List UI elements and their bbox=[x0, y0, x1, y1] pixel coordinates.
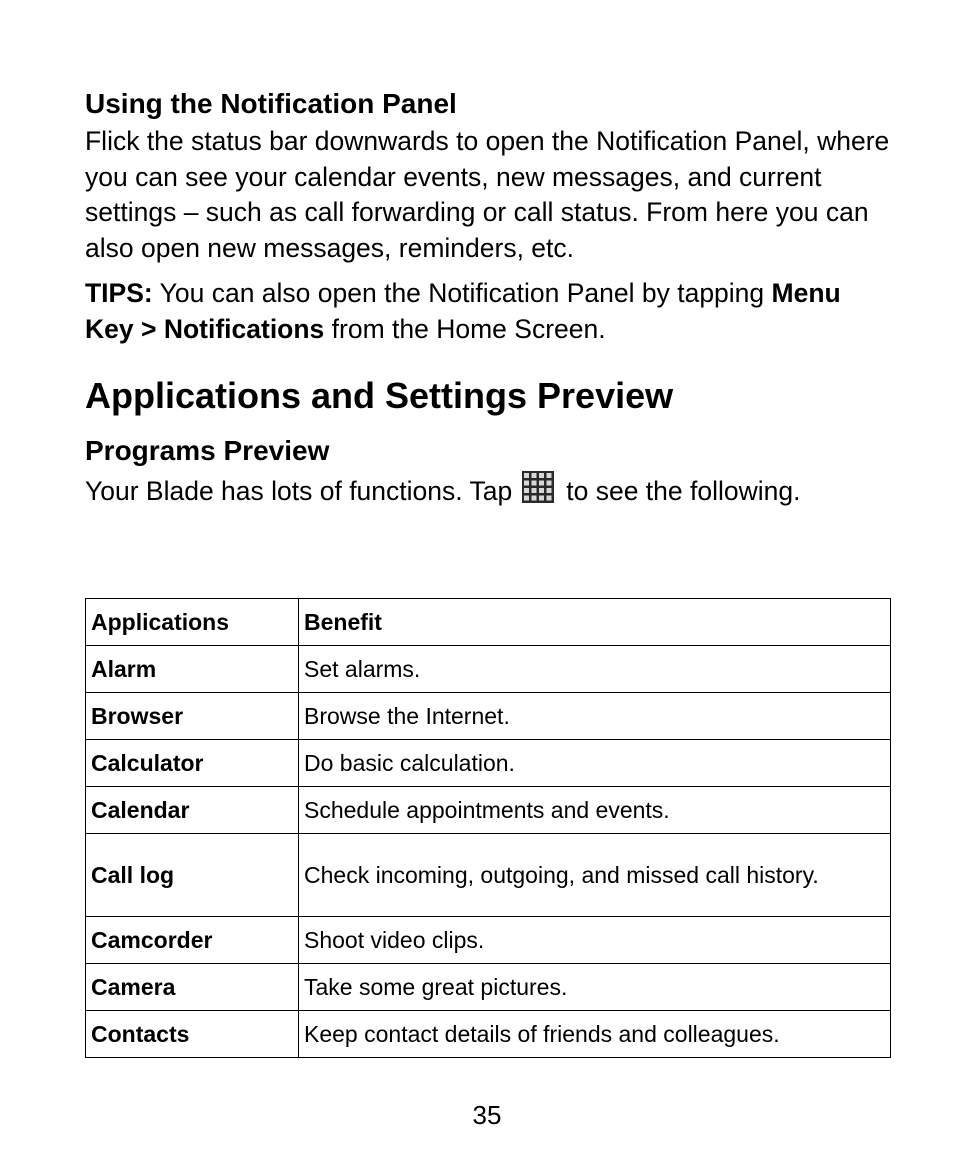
app-name: Alarm bbox=[86, 646, 299, 693]
programs-preview-heading: Programs Preview bbox=[85, 435, 330, 466]
app-benefit: Browse the Internet. bbox=[299, 693, 891, 740]
app-name: Camera bbox=[86, 964, 299, 1011]
table-row bbox=[86, 693, 891, 740]
table-row bbox=[86, 787, 891, 834]
header-applications: Applications bbox=[86, 599, 299, 646]
table-row bbox=[86, 646, 891, 693]
app-name: Contacts bbox=[86, 1011, 299, 1058]
app-name: Calculator bbox=[86, 740, 299, 787]
tips-menu-path: Menu Key > Notifications bbox=[85, 278, 841, 344]
app-name: Camcorder bbox=[86, 917, 299, 964]
app-benefit: Do basic calculation. bbox=[299, 740, 891, 787]
app-benefit: Shoot video clips. bbox=[299, 917, 891, 964]
tips-end: from the Home Screen. bbox=[324, 313, 606, 344]
table-row bbox=[86, 834, 891, 917]
table-row bbox=[86, 917, 891, 964]
header-benefit: Benefit bbox=[299, 599, 891, 646]
app-benefit: Take some great pictures. bbox=[299, 964, 891, 1011]
table-row bbox=[86, 1011, 891, 1058]
page-number: 35 bbox=[472, 1100, 502, 1130]
apps-grid-icon bbox=[522, 471, 554, 503]
app-name: Browser bbox=[86, 693, 299, 740]
tips-text: You can also open the Notification Panel by tapping bbox=[152, 278, 772, 308]
app-benefit: Check incoming, outgoing, and missed call history. bbox=[299, 834, 891, 917]
app-benefit: Schedule appointments and events. bbox=[299, 787, 891, 834]
table-row bbox=[86, 740, 891, 787]
page-content bbox=[85, 84, 891, 510]
app-name: Call log bbox=[86, 834, 299, 917]
table-header-row bbox=[86, 599, 891, 646]
app-name: Calendar bbox=[86, 787, 299, 834]
table-row bbox=[86, 964, 891, 1011]
app-benefit: Keep contact details of friends and colleagues. bbox=[299, 1011, 891, 1058]
tips-paragraph bbox=[85, 276, 891, 347]
notification-panel-heading: Using the Notification Panel bbox=[85, 88, 457, 119]
intro-text-before: Your Blade has lots of functions. Tap bbox=[85, 476, 513, 506]
app-benefit: Set alarms. bbox=[299, 646, 891, 693]
applications-settings-title: Applications and Settings Preview bbox=[85, 375, 674, 416]
tips-label: TIPS: bbox=[85, 278, 153, 308]
applications-table bbox=[85, 598, 891, 1058]
intro-text-after: to see the following. bbox=[566, 476, 801, 506]
notification-panel-paragraph: Flick the status bar downwards to open the Notification Panel, where you can see your calendar events, new messages, and current settings – such as call forwarding or call status. From here you can also open new messages, reminders, etc. bbox=[85, 126, 890, 263]
programs-intro-paragraph bbox=[85, 471, 891, 510]
